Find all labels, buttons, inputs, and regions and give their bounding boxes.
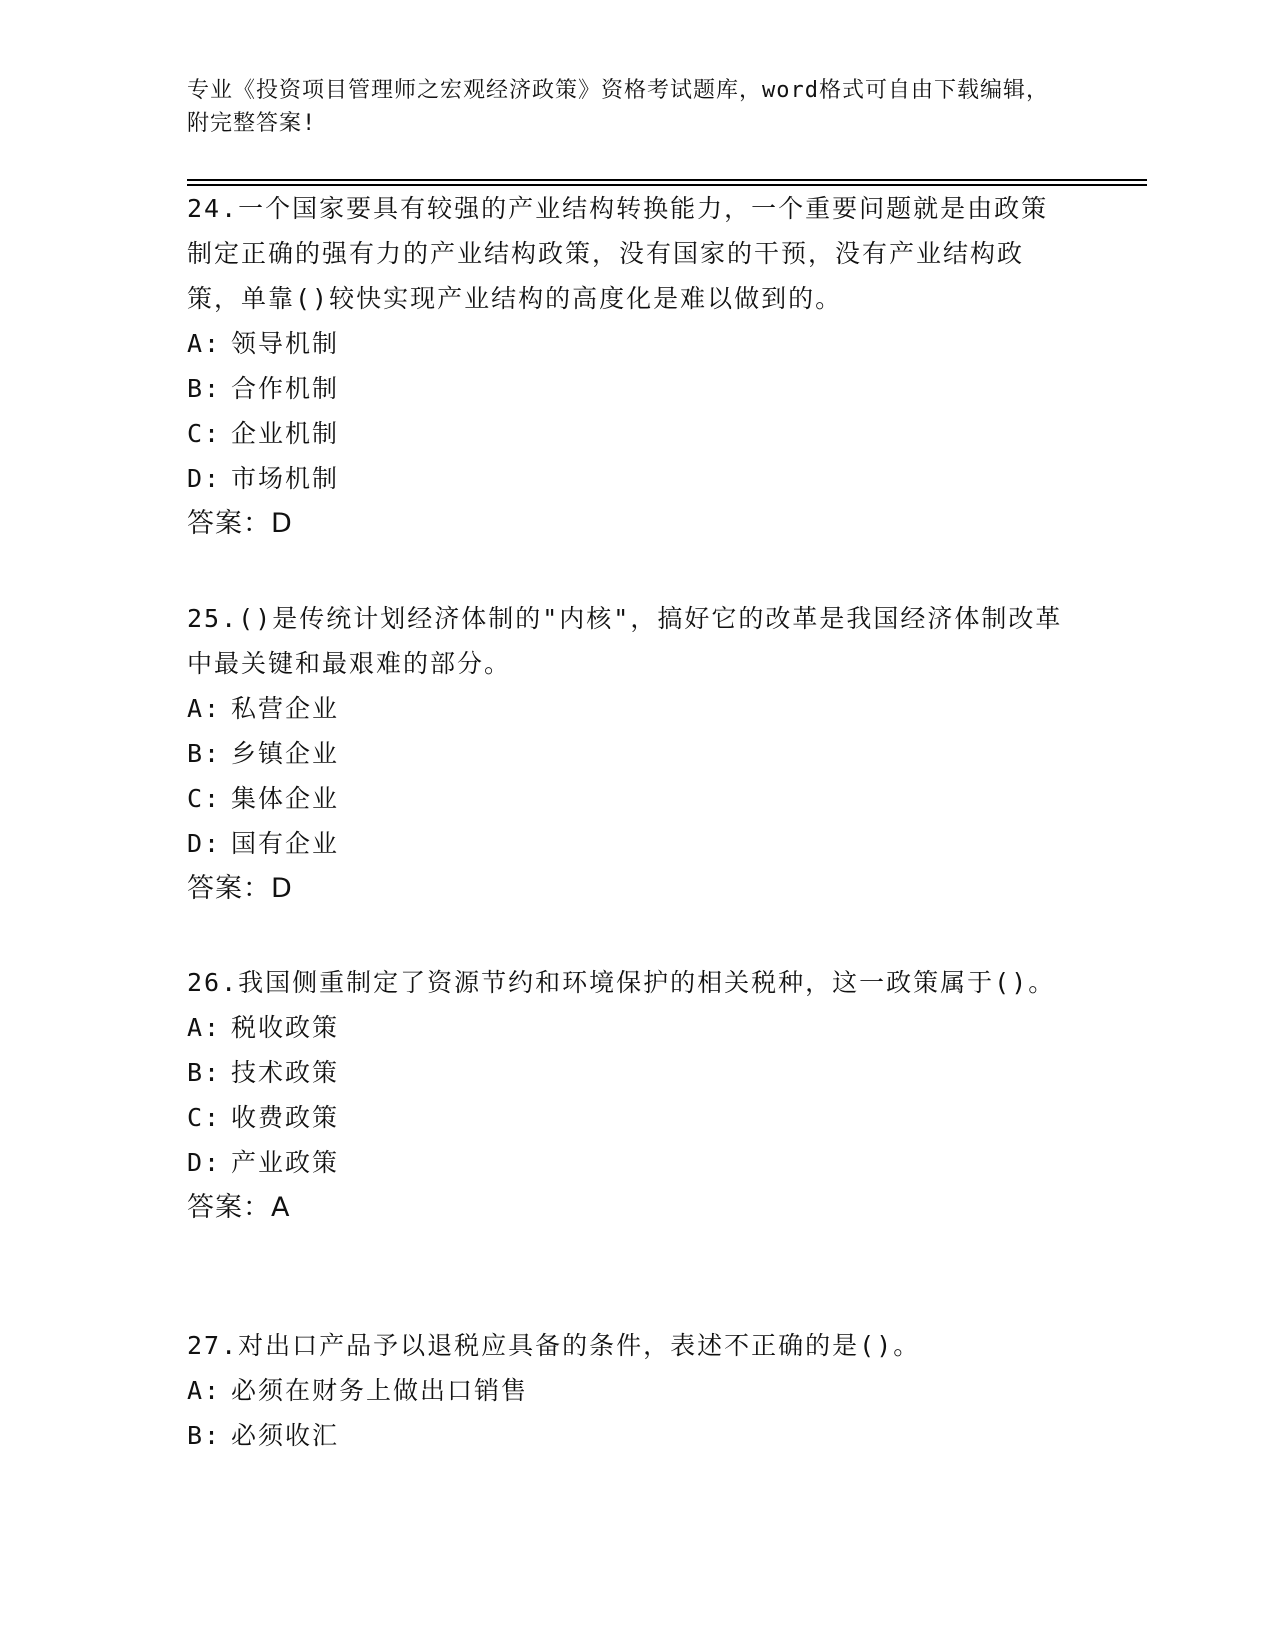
option-letter: D:	[187, 464, 222, 493]
answer-line: 答案：D	[187, 873, 293, 904]
option-text: 市场机制	[231, 464, 340, 493]
option-b	[187, 1050, 1067, 1095]
option-text: 合作机制	[231, 374, 340, 403]
option-d	[187, 821, 1067, 866]
question-stem: 24.一个国家要具有较强的产业结构转换能力，一个重要问题就是由政策制定正确的强有力的产业结构政策，没有国家的干预，没有产业结构政策，单靠()较快实现产业结构的高度化是难以做到的。	[187, 194, 1049, 313]
question-stem: 25.()是传统计划经济体制的"内核"，搞好它的改革是我国经济体制改革中最关键和最艰难的部分。	[187, 604, 1063, 678]
option-c	[187, 1095, 1067, 1140]
option-letter: A:	[187, 1376, 222, 1405]
option-letter: D:	[187, 1148, 222, 1177]
option-d	[187, 1140, 1067, 1185]
question-26	[187, 960, 1067, 1230]
document-header	[187, 74, 1067, 140]
option-text: 企业机制	[231, 419, 340, 448]
question-27	[187, 1323, 1067, 1458]
option-a	[187, 1005, 1067, 1050]
question-stem: 26.我国侧重制定了资源节约和环境保护的相关税种，这一政策属于()。	[187, 968, 1056, 997]
question-stem: 27.对出口产品予以退税应具备的条件，表述不正确的是()。	[187, 1331, 921, 1360]
option-text: 收费政策	[231, 1103, 340, 1132]
option-d	[187, 456, 1067, 501]
option-letter: B:	[187, 739, 222, 768]
header-intro-text: 专业《投资项目管理师之宏观经济政策》资格考试题库，word格式可自由下载编辑，附完整答案!	[187, 78, 1049, 136]
option-b	[187, 366, 1067, 411]
option-text: 集体企业	[231, 784, 340, 813]
option-a	[187, 321, 1067, 366]
option-letter: A:	[187, 1013, 222, 1042]
option-a	[187, 686, 1067, 731]
option-text: 私营企业	[231, 694, 340, 723]
option-letter: C:	[187, 1103, 222, 1132]
option-letter: B:	[187, 1058, 222, 1087]
option-c	[187, 776, 1067, 821]
option-text: 必须收汇	[231, 1421, 340, 1450]
option-letter: A:	[187, 329, 222, 358]
option-text: 税收政策	[231, 1013, 340, 1042]
option-text: 产业政策	[231, 1148, 340, 1177]
option-letter: C:	[187, 784, 222, 813]
option-b	[187, 731, 1067, 776]
header-divider-top	[187, 179, 1147, 181]
option-letter: A:	[187, 694, 222, 723]
option-text: 技术政策	[231, 1058, 340, 1087]
answer-line: 答案：A	[187, 1192, 291, 1223]
option-text: 乡镇企业	[231, 739, 340, 768]
option-letter: B:	[187, 1421, 222, 1450]
question-24	[187, 186, 1067, 546]
option-letter: B:	[187, 374, 222, 403]
option-letter: D:	[187, 829, 222, 858]
option-text: 领导机制	[231, 329, 340, 358]
option-text: 国有企业	[231, 829, 340, 858]
option-text: 必须在财务上做出口销售	[231, 1376, 529, 1405]
answer-line: 答案：D	[187, 508, 293, 539]
question-25	[187, 596, 1067, 911]
option-letter: C:	[187, 419, 222, 448]
option-b	[187, 1413, 1067, 1458]
option-c	[187, 411, 1067, 456]
option-a	[187, 1368, 1067, 1413]
